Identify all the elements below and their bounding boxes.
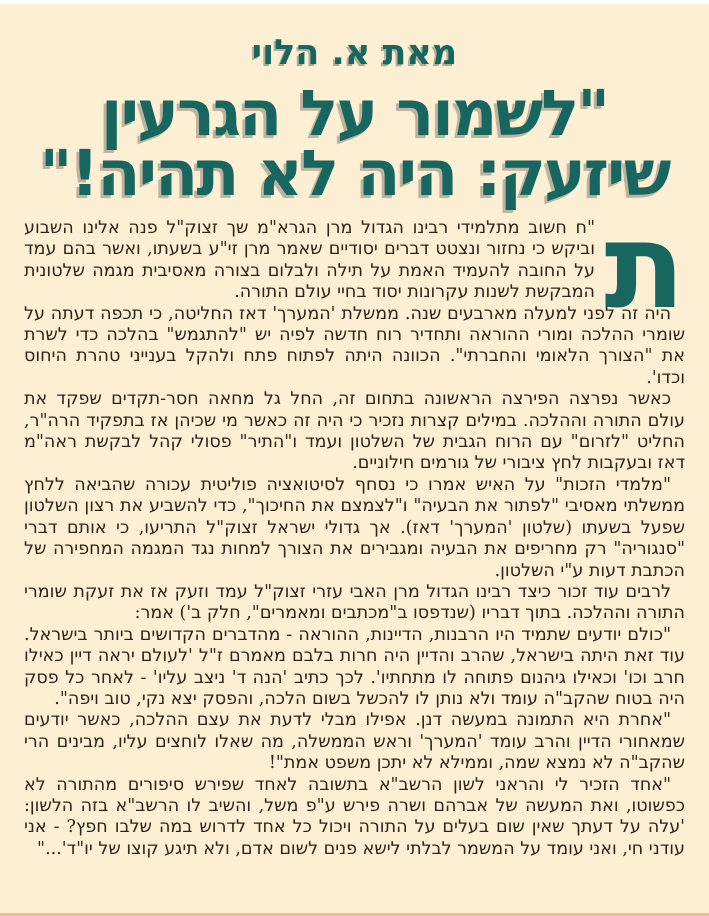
headline-line-2: שיזעק: היה לא תהיה!" <box>39 137 670 210</box>
paragraph-6: "כולם יודעים שתמיד היו הרבנות, הדיינות, ההוראה - מהדברים הקדושים ביותר בישראל. עוד זאת היתה בישראל, שהרב והדיין היה חרות בלבם מאמרם ז"ל 'לעולם יראה דיין כאילו חרב וכו' וכאילו גיהנום פתוחה לו מתחתיו'. לכך כתיב 'הנה ד' ניצב עליו' - לאחר כל פסק היה בטוח שהקב"ה עומד ולא נותן לו להכשל בשום הלכה, והפסק יצא נקי, טוב ויפה". <box>24 624 685 709</box>
headline-line-1: "לשמור על הגרעין <box>100 77 609 150</box>
dropcap-letter: ת <box>604 197 685 335</box>
paragraph-2: היה זה לפני למעלה מארבעים שנה. ממשלת 'המערך' דאז החליטה, כי תכפה דעתה על שומרי ההלכה ומורי ההוראה ותחדיר רוח חדשה לפיה יש "להתגמש" בהלכה כדי לשרת את "הצורך הלאומי והחברתי". הכוונה היתה לפתוח פתח ולהקל בענייני טהרת היחוס וכדו'. <box>24 303 685 388</box>
paragraph-1-text: "ח חשוב מתלמידי רבינו הגדול מרן הגרא"מ שך זצוק"ל פנה אלינו השבוע וביקש כי נחזור ונצטט דברים יסודיים שאמר מרן זי"ע בשעתו, ואשר בהם עמד על החובה להעמיד האמת על תילה ולבלום בצורה מאסיבית מגמה שלטונית המבקשת לשנות עקרונות יסוד בחיי עולם התורה. <box>24 218 595 303</box>
paragraph-8: "אחד הזכיר לי והראני לשון הרשב"א בתשובה לאחד שפירש סיפורים מהתורה לא כפשוטו, ואת המעשה של אברהם ושרה פירש ע"פ משל, והשיב לו הרשב"א בזה הלשון: 'עלה על דעתך שאין שום בעלים על התורה ויכול כל אחד לדרוש במה שלבו חפץ? - אני עודני חי, ואני עומד על המשמר לבלתי לישא פנים לשום אדם, ולא תיגע קוצו של יו"ד'..." <box>24 774 685 859</box>
byline: מאת א. הלוי <box>251 33 458 73</box>
paragraph-5: לרבים עוד זכור כיצד רבינו הגדול מרן האבי עזרי זצוק"ל עמד וזעק אז את זעקת שומרי התורה וההלכה. בתוך דבריו (שנדפסו ב"מכתבים ומאמרים", חלק ב') אמר: <box>24 581 685 624</box>
paragraph-3: כאשר נפרצה הפירצה הראשונה בתחום זה, החל גל מחאה חסר-תקדים שפקד את עולם התורה וההלכה. במילים קצרות נזכיר כי היה זה כאשר מי שכיהן אז בתפקיד הרה"ר, החליט "לזרום" עם הרוח הגבית של השלטון ועמד ו"התיר" פסולי קהל לבקשת ראה"מ דאז ובעקבות לחץ ציבורי של גורמים חילוניים. <box>24 389 685 474</box>
paragraph-7: "אחרת היא התמונה במעשה דנן. אפילו מבלי לדעת את עצם ההלכה, כאשר יודעים שמאחורי הדיין והרב עומד 'המערך' וראש הממשלה, מה שאלו לוחצים עליו, מבינים הרי שהקב"ה לא נמצא שמה, וממילא לא יתכן משפט אמת"! <box>24 710 685 774</box>
paragraph-4: "מלמדי הזכות" על האיש אמרו כי נסחף לסיטואציה פוליטית עכורה שהביאה ללחץ ממשלתי מאסיבי "לפתור את הבעיה" ו"לצמצם את החיכוך", כדי להשביע את רצון השלטון שפעל בשעתו (שלטון 'המערך' דאז). אך גדולי ישראל זצוק"ל התריעו, כי אותם דברי "סנגוריה" רק מחריפים את הבעיה ומגבירים את הצורך למחות נגד המגמה המחפירה של הכתבת דעות ע"י השלטון. <box>24 474 685 581</box>
headline <box>10 77 699 210</box>
paragraph-1 <box>24 197 685 335</box>
article-body <box>24 197 685 860</box>
